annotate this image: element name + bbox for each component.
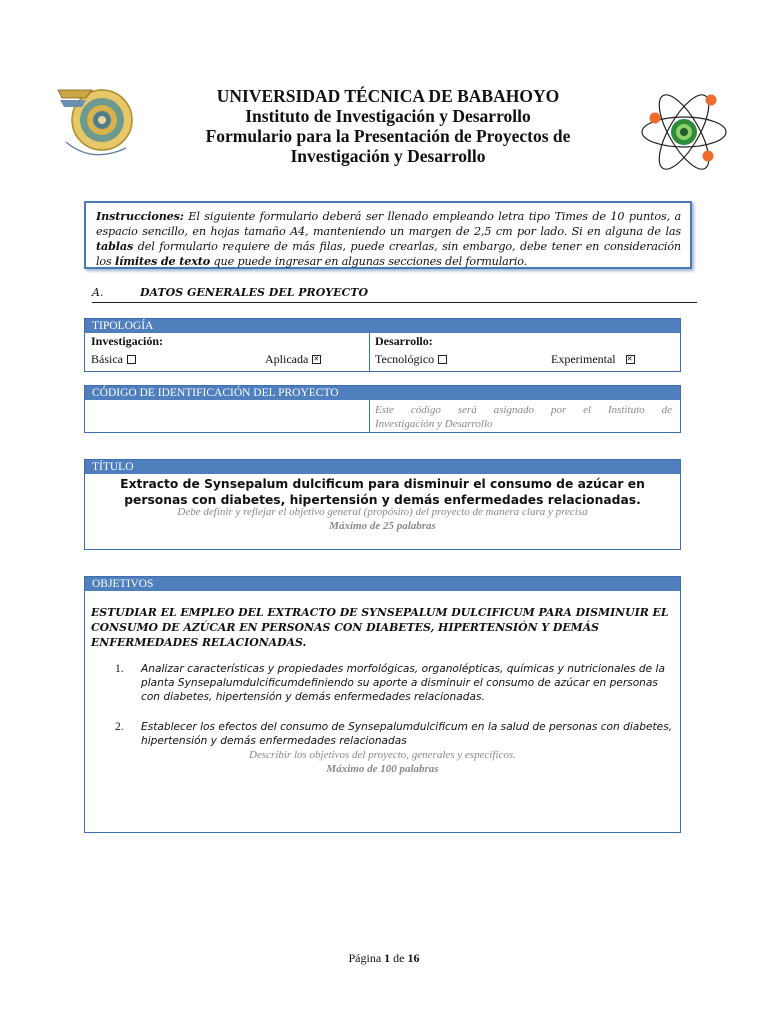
titulo-header: TÍTULO [85, 460, 680, 474]
option-basica[interactable] [91, 352, 136, 367]
codigo-divider [369, 400, 370, 432]
instructions-part-3: que puede ingresar en algunas secciones del formulario. [210, 255, 528, 268]
objetivos-hint: Describir los objetivos del proyecto, generales y específicos. [249, 749, 516, 761]
tipologia-header: TIPOLOGÍA [85, 319, 680, 333]
tipologia-table [84, 318, 681, 372]
basica-checkbox[interactable] [127, 355, 136, 364]
aplicada-checkbox[interactable] [312, 355, 321, 364]
list-item-text: Analizar características y propiedades morfológicas, organolépticas, químicas y nutricionales de la planta Synsepalumdulcificumdefiniendo su aporte a disminuir el consumo de azúcar en personas con diabetes, hipertensión y demás enfermedades relacionadas. [141, 663, 665, 703]
institute-atom-logo [638, 86, 730, 178]
experimental-label: Experimental [551, 352, 616, 366]
list-item [115, 720, 675, 748]
list-item-number: 1. [115, 663, 124, 675]
experimental-checkbox[interactable] [626, 355, 635, 364]
list-item-text: Establecer los efectos del consumo de Synsepalumdulcificum en la salud de personas con diabetes, hipertensión y demás enfermedades relacionadas [141, 721, 673, 747]
basica-label: Básica [91, 352, 123, 366]
list-item-number: 2. [115, 721, 124, 733]
tecnologico-label: Tecnológico [375, 352, 435, 366]
of-label: de [393, 951, 405, 965]
titulo-word-limit: Máximo de 25 palabras [329, 520, 436, 532]
university-logo [52, 80, 140, 166]
titulo-hint: Debe definir y reflejar el objetivo general (propósito) del proyecto de manera clara y precisa [177, 506, 588, 518]
desarrollo-label: Desarrollo: [375, 334, 433, 348]
investigacion-label: Investigación: [91, 334, 163, 348]
page-total: 16 [407, 951, 420, 965]
objetivos-table [84, 576, 681, 833]
project-title [85, 476, 680, 508]
page-label: Página [348, 951, 382, 965]
objetivos-word-limit: Máximo de 100 palabras [326, 763, 439, 775]
instructions-part-2: del formulario requiere de más filas, puede crearlas, sin embargo, debe tener en consideración los [96, 240, 681, 268]
instructions-part-1: El siguiente formulario deberá ser llenado empleando letra tipo Times de 10 puntos, a espacio sencillo, en hojas tamaño A4, manteniendo un margen de 2,5 cm por lado. Si en alguna de las [96, 210, 681, 238]
instructions-bold-tablas: tablas [96, 239, 134, 253]
codigo-hint-line-2: Investigación y Desarrollo [375, 418, 493, 430]
form-title-line-2: Investigación y Desarrollo [290, 146, 486, 166]
aplicada-label: Aplicada [265, 352, 309, 366]
instructions-label: Instrucciones: [96, 209, 184, 223]
tecnologico-checkbox[interactable] [438, 355, 447, 364]
page-footer [0, 951, 768, 966]
project-title-line-1: Extracto de Synsepalum dulcificum para disminuir el consumo de azúcar en [120, 477, 645, 491]
option-aplicada[interactable] [265, 352, 321, 367]
general-objective: ESTUDIAR EL EMPLEO DEL EXTRACTO DE SYNSEPALUM DULCIFICUM PARA DISMINUIR EL CONSUMO DE AZÚCAR EN PERSONAS CON DIABETES, HIPERTENSIÓN Y DEMÁS ENFERMEDADES RELACIONADAS. [91, 606, 669, 649]
project-title-line-2: personas con diabetes, hipertensión y demás enfermedades relacionadas. [124, 493, 641, 507]
section-a-heading [92, 286, 697, 303]
option-tecnologico[interactable] [375, 352, 447, 367]
option-experimental[interactable] [551, 352, 635, 367]
document-header [150, 86, 626, 166]
codigo-header: CÓDIGO DE IDENTIFICACIÓN DEL PROYECTO [85, 386, 680, 400]
titulo-table [84, 459, 681, 550]
instructions-bold-limites: límites de texto [115, 254, 211, 268]
tipologia-divider [369, 333, 370, 371]
instructions-text [96, 209, 681, 269]
section-letter: A. [92, 286, 104, 299]
codigo-hint-line-1: Este código será asignado por el Instituto de [375, 404, 672, 416]
codigo-table [84, 385, 681, 433]
objetivos-header: OBJETIVOS [85, 577, 680, 591]
list-item [115, 662, 675, 704]
section-title: DATOS GENERALES DEL PROYECTO [140, 286, 369, 299]
instructions-box [84, 201, 692, 269]
institute-name: Instituto de Investigación y Desarrollo [245, 106, 531, 126]
page-number: 1 [384, 951, 391, 965]
university-name: UNIVERSIDAD TÉCNICA DE BABAHOYO [216, 86, 560, 106]
form-title-line-1: Formulario para la Presentación de Proyectos de [205, 126, 571, 146]
